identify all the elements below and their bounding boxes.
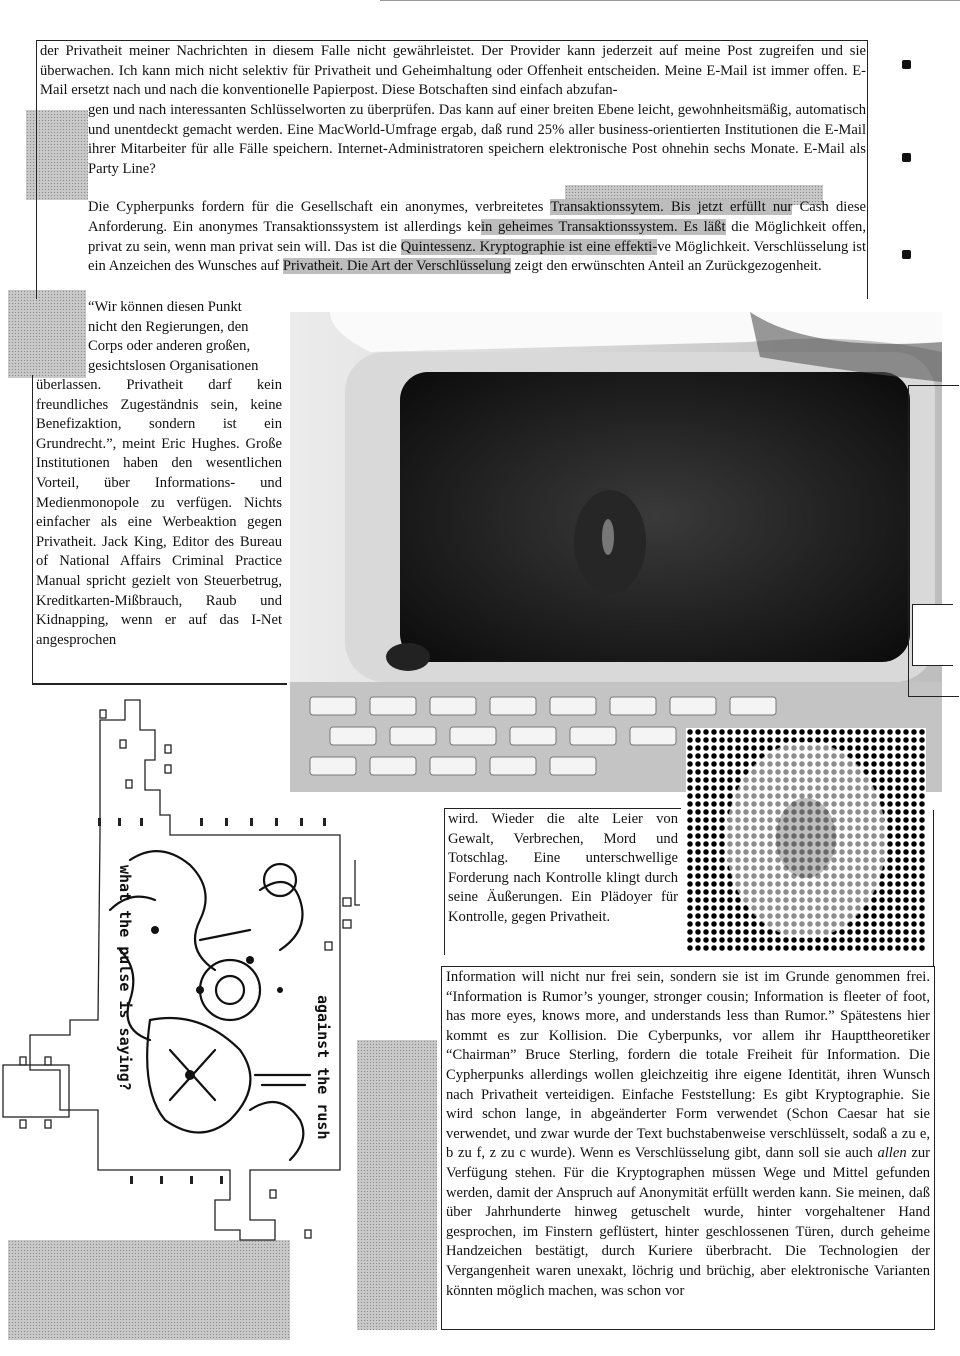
left-line-4: gesichtslosen Organisationen — [88, 357, 259, 374]
left-body-paragraph: überlassen. Privatheit darf kein freundliches Zugeständnis sein, keine Benefizaktion, sondern ist ein Grundrecht.”, meint Eric Hughes. Große Institutionen haben den wesentlichen Vorteil, über Informations- und Medienmonopole zu verfügen. Nichts einfacher als eine Werbeaktion gegen Privatheit. Jack King, Editor des Bureau of National Affairs Criminal Practice Manual spricht gezielt von Steuerbetrug, Kreditkarten-Mißbrauch, Raub und Kidnapping, wenn er auf das I-Net angesprochen — [36, 377, 282, 648]
top-text-indented — [88, 101, 866, 277]
halftone-portrait — [686, 728, 926, 952]
bottom-paragraph — [446, 968, 930, 1301]
left-line-1: “Wir können diesen Punkt — [88, 299, 242, 315]
illustration-text-2: against the rush — [314, 995, 332, 1140]
left-column-lines — [88, 298, 288, 376]
top-edge-rule — [380, 0, 960, 1]
cypherpunks-paragraph — [88, 198, 866, 276]
p2-highlight-4: Privatheit. Die Art der Verschlüsselung — [282, 258, 511, 275]
p2-highlight-2: in geheimes Transaktionssystem. Es läßt — [480, 218, 726, 235]
p2-text-b: Cash diese Anforderung. Ein anonymes Transaktionssystem ist allerdings ke — [88, 199, 866, 235]
mid-column-text — [448, 810, 678, 928]
p2-highlight-3: Quintessenz. Kryptographie ist eine effekti- — [400, 238, 658, 255]
bottom-text-part2: zur Verfügung stehen. Für die Kryptographen müssen Wege und Mittel gefunden werden, damit der Anspruch auf Anonymität erfüllt werden kann. Sie meinen, daß über Jahrhunderte hinweg getuschelt wurde, hinter vorgehaltener Hand gesprochen, im Finstern geflüstert, hinter geschlossenen Türen, durch geheime Handzeichen bestätigt, durch Kuriere überbracht. Die Technologien der Vergangenheit waren unexakt, löchrig und brüchig, aber elektronische Varianten könnten möglich machen, was schon vor — [446, 1145, 930, 1299]
hatch-block-bottom-mid — [357, 1040, 437, 1330]
computer-photo — [290, 312, 942, 792]
margin-bullet-3 — [902, 250, 911, 259]
margin-bullet-1 — [902, 60, 911, 69]
bottom-frame-right-ext — [933, 810, 934, 966]
right-edge-tab-2 — [912, 604, 953, 666]
p2-text-d: ve Möglichkeit. Verschlüsselung ist ein Anzeichen des Wunsches auf — [88, 238, 867, 275]
p2-text-c: die Möglichkeit offen, privat zu sein, wenn man privat sein will. Das ist die — [88, 218, 866, 255]
left-column-body — [36, 376, 282, 650]
p2-text-e: zeigt den erwünschten Anteil an Zurückgezogenheit. — [514, 258, 822, 275]
intro-paragraph: der Privatheit meiner Nachrichten in diesem Falle nicht gewährleistet. Der Provider kann jederzeit auf meine Post zugreifen und sie überwachen. Ich kann mich nicht selektiv für Privatheit und Geheimhaltung oder Offenheit entscheiden. Meine E-Mail ist immer offen. E-Mail ersetzt nach und nach die konventionelle Papierpost. Diese Botschaften sind einfach abzufan- — [40, 43, 866, 99]
mid-paragraph: wird. Wieder die alte Leier von Gewalt, Verbrechen, Mord und Totschlag. Eine unterschwellige Forderung nach Kontrolle klingt durch seine Äußerungen. Ein Plädoyer für Kontrolle, gegen Privatheit. — [448, 811, 678, 925]
illustration-text-1: what the pulse is saying? — [116, 865, 134, 1091]
hatch-block-left-mid — [8, 290, 86, 378]
doodle-illustration — [0, 690, 360, 1250]
left-line-2: nicht den Regierungen, den — [88, 318, 249, 335]
hatch-block-bottom-left — [8, 1240, 290, 1340]
left-frame-bottom-rule — [32, 683, 287, 685]
bottom-text-emphasis: allen — [877, 1145, 907, 1162]
indented-paragraph: gen und nach interessanten Schlüsselworten zu überprüfen. Das kann auf einer breiten Ebene leicht, gewohnheitsmäßig, automatisch und unentdeckt gemacht werden. Eine MacWorld-Umfrage ergab, daß rund 25% aller business-orientierten Institutionen die E-Mail ihrer Mitarbeiter für alle Fälle speichern. Internet-Administratoren speichern elektronische Post ohnehin sechs Monate. E-Mail als Party Line? — [88, 102, 866, 177]
p2-text-a: Die Cypherpunks fordern für die Gesellschaft ein anonymes, verbreitetes — [88, 199, 544, 216]
left-line-3: Corps oder anderen großen, — [88, 338, 251, 355]
top-text-intro — [40, 42, 866, 101]
bottom-text — [446, 968, 930, 1301]
bottom-text-part1: Information will nicht nur frei sein, sondern sie ist im Grunde genommen frei. “Information is Rumor’s younger, stronger cousin; Information is fleeter of foot, has more eyes, knows more, and understands less than Rumor.” Spätestens hier kommt es zur Kollision. Die Cyberpunks, vor allem ihr Haupttheoretiker “Chairman” Bruce Sterling, fordern die totale Freiheit für Information. Die Cypherpunks allerdings wollen gleichzeitig ihre eigene Identität, ihren Wunsch nach Privatheit verteidigen. Einfache Feststellung: Es gibt Kryptographie. Sie wird schon lange, in abgeänderter Form verwendet (Schon Caesar hat sie verwendet, und zwar wurde der Text buchstabenweise verschlüsselt, sodaß a zu e, b zu f, z zu c wurde). Wenn es Verschlüsselung gibt, dann soll sie auch — [446, 969, 930, 1162]
margin-bullet-2 — [902, 153, 911, 162]
p2-highlight-1: Transaktionssytem. Bis jetzt erfüllt nur — [550, 199, 793, 216]
